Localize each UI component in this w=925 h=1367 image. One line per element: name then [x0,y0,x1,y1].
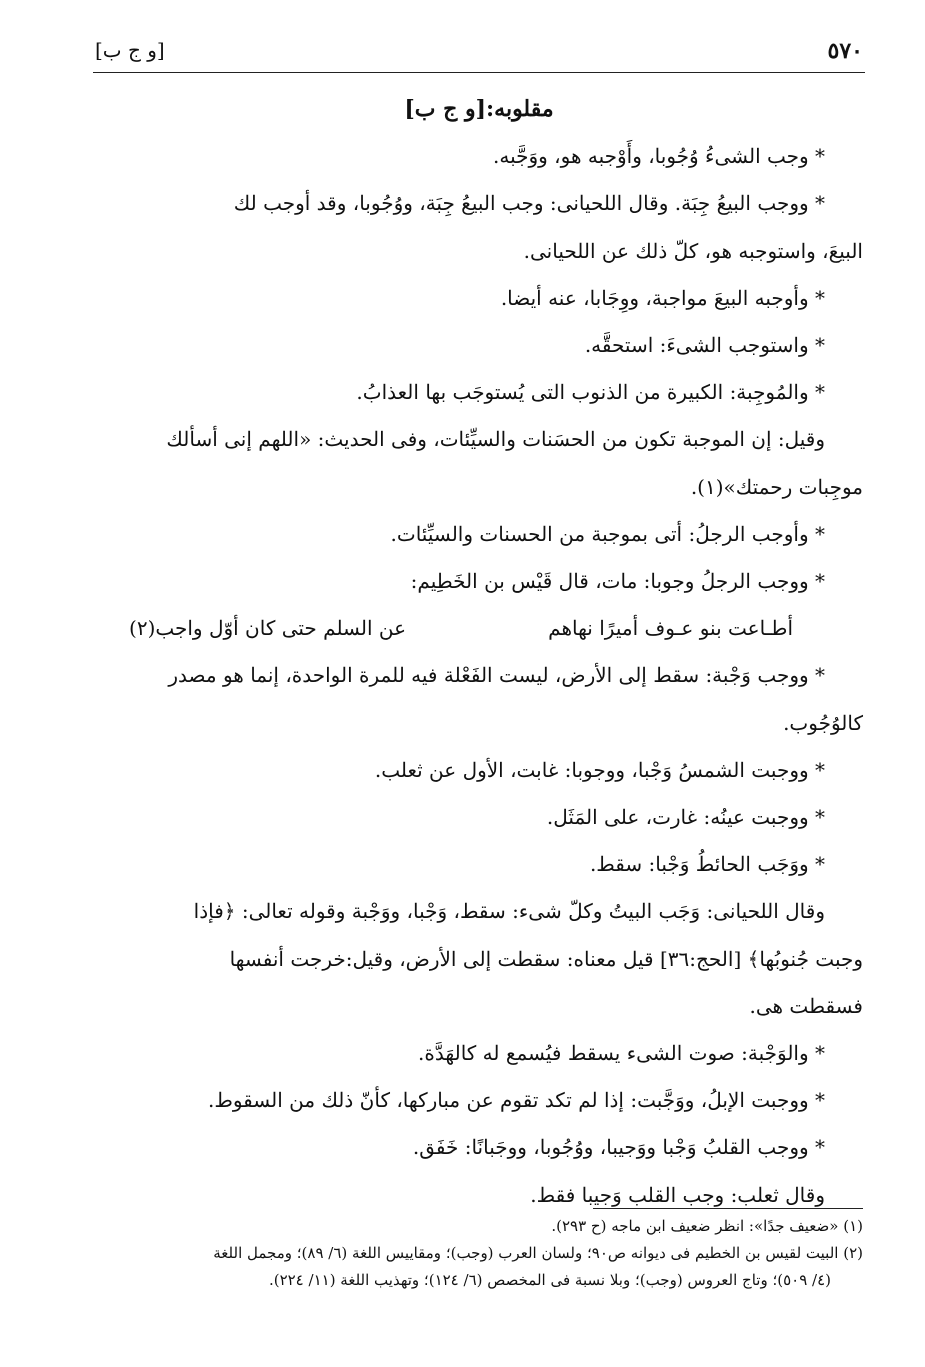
text-line: البيعَ، واستوجبه هو، كلّ ذلك عن اللحيانى. [523,238,863,263]
poetry-verse [95,605,863,652]
header-rule [93,72,865,73]
text-line: * واستوجب الشىءَ: استحقَّه. [584,333,825,358]
text-line: وقيل: إن الموجبة تكون من الحسَنات والسيِّئات، وفى الحديث: «اللهم إنى أسألك [166,427,825,452]
text-line: وجبت جُنوبُها﴾ [الحج:٣٦] قيل معناه: سقطت إلى الأرض، وقيل:خرجت أنفسها [229,946,863,971]
verse-second-hemistich: عن السلم حتى كان أوّل واجب(٢) [129,616,407,641]
text-line: * ووجب القلبُ وَجْبا ووَجيبا، ووُجُوبا، ووجَبانًا: خَفَق. [412,1135,825,1160]
footnote-rule [593,1208,863,1209]
running-header-root: [و ج ب] [95,38,165,62]
text-line: * ووجب البيعُ جِبَة. وقال اللحيانى: وجب البيعُ جِبَة، ووُجُوبا، وقد أوجب لك [233,191,825,216]
text-line: * ووجبت الشمسُ وَجْبا، ووجوبا: غابت، الأول عن ثعلب. [374,757,825,782]
text-line: فسقطت هى. [749,993,863,1018]
text-line: وقال اللحيانى: وَجَب البيتُ وكلّ شىء: سقط، وَجْبا، ووَجْبة وقوله تعالى: ﴿فإذا [193,899,825,924]
section-title: مقلوبه:[و ج ب] [404,96,554,122]
footnote-2-continuation: (٤/ ٥٠٩)؛ وتاج العروس (وجب)؛ وبلا نسبة فى المخصص (٦/ ١٢٤)؛ وتهذيب اللغة (١١/ ٢٢٤). [268,1271,831,1289]
text-line: موجِبات رحمتك»(١). [690,474,863,499]
page-number: ٥٧٠ [827,38,863,64]
text-line: * والمُوجِبة: الكبيرة من الذنوب التى يُستوجَب بها العذابُ. [356,380,825,405]
main-text [95,86,863,1219]
text-line: كالوُجُوب. [783,710,863,735]
text-line: * ووجب الرجلُ وجوبا: مات، قال قَيْس بن الخَطِيم: [410,569,825,594]
text-line: وقال ثعلب: وجب القلب وَجيبا فقط. [530,1182,825,1207]
footnote-2: (٢) البيت لقيس بن الخطيم فى ديوانه ص٩٠؛ ولسان العرب (وجب)؛ ومقاييس اللغة (٦/ ٨٩)؛ ومجمل اللغة [213,1244,863,1262]
footnote-1: (١) «ضعيف جدًا»: انظر ضعيف ابن ماجه (ح ٢٩٣). [551,1217,863,1235]
text-line: * ووجبت الإبلُ، ووَجَّبت: إذا لم تكد تقوم عن مباركها، كأنّ ذلك من السقوط. [208,1088,825,1113]
footnotes [95,1213,863,1294]
text-line: * وأوجبه البيعَ مواجبة، ووِجَابا، عنه أيضا. [500,285,825,310]
text-line: * وأوجب الرجلُ: أتى بموجبة من الحسنات والسيِّئات. [390,521,825,546]
text-line: * ووجبت عينُه: غارت، على المَثَل. [546,805,825,830]
text-line: * وجب الشىءُ وُجُوبا، وأَوْجبه هو، ووَجَّبه. [493,144,825,169]
text-line: * ووجب وَجْبة: سقط إلى الأرض، ليست الفَعْلة فيه للمرة الواحدة، إنما هو مصدر [168,663,825,688]
text-line: * والوَجْبة: صوت الشىء يسقط فيُسمع له كالهَدَّة. [418,1041,825,1066]
text-line: * ووَجَب الحائطُ وَجْبا: سقط. [589,852,825,877]
verse-first-hemistich: أطـاعت بنو عـوف أميرًا نهاهم [548,616,793,641]
